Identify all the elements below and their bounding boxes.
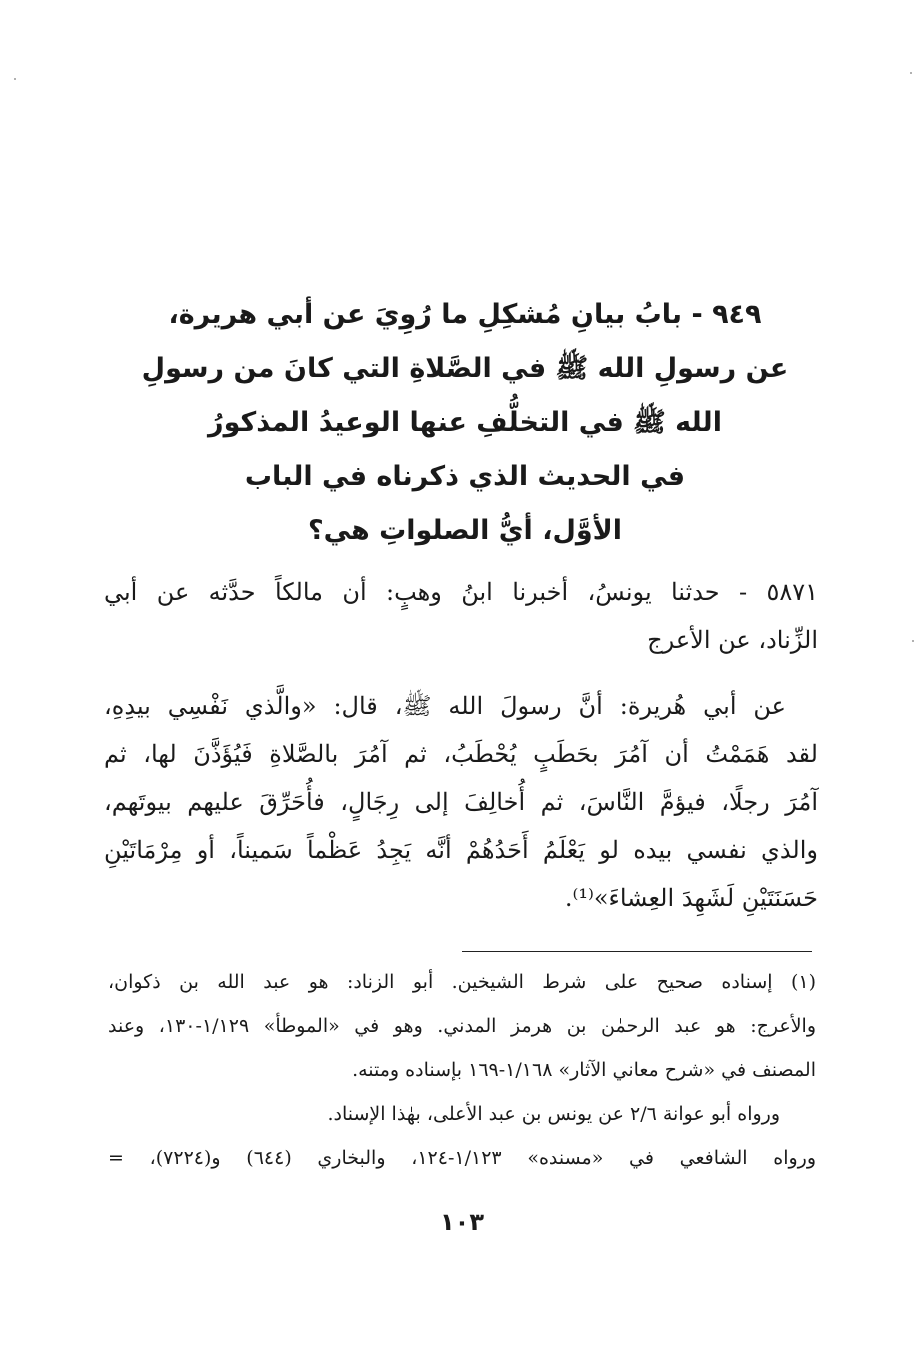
chapter-heading <box>120 288 810 558</box>
heading-line: الله ﷺ في التخلُّفِ عنها الوعيدُ المذكورُ <box>208 407 722 438</box>
footnote-line: المصنف في «شرح معاني الآثار» ١/١٦٨-١٦٩ بإسناده ومتنه. <box>352 1059 816 1081</box>
page-number: ١٠٣ <box>440 1208 484 1236</box>
heading-line: الأوَّل، أيُّ الصلواتِ هي؟ <box>307 515 623 546</box>
matn-line: لقد هَمَمْتُ أن آمُرَ بحَطَبٍ يُحْطَبُ، ثم آمُرَ بالصَّلاةِ فَيُؤَذَّنَ لها، ثم <box>104 740 818 768</box>
footnote-line: (١) إسناده صحيح على شرط الشيخين. أبو الزناد: هو عبد الله بن ذكوان، <box>108 971 816 993</box>
footnote-separator <box>462 951 812 952</box>
scan-speck <box>912 640 914 642</box>
matn-paragraph <box>104 682 818 922</box>
matn-line: حَسَنَتَيْنِ لَشَهِدَ العِشاءَ»⁽¹⁾. <box>564 884 818 912</box>
matn-line: عن أبي هُريرة: أنَّ رسولَ الله ﷺ، قال: «والَّذي نَفْسِي بيدِهِ، <box>104 692 786 720</box>
isnad-line: الزِّناد، عن الأعرج <box>647 626 818 654</box>
footnote-line: ورواه الشافعي في «مسنده» ١/١٢٣-١٢٤، والبخاري (٦٤٤) و(٧٢٢٤)، = <box>108 1147 817 1169</box>
heading-line: عن رسولِ الله ﷺ في الصَّلاةِ التي كانَ من رسولِ <box>141 353 789 384</box>
heading-line: في الحديث الذي ذكرناه في الباب <box>244 461 686 492</box>
footnotes <box>108 960 816 1180</box>
isnad-line: ٥٨٧١ - حدثنا يونسُ، أخبرنا ابنُ وهبٍ: أن مالكاً حدَّثه عن أبي <box>104 578 818 606</box>
matn-line: آمُرَ رجلًا، فيؤمَّ النَّاسَ، ثم أُخالِفَ إلى رِجَالٍ، فأُحَرِّقَ عليهم بيوتَهم، <box>104 788 819 816</box>
scan-speck <box>910 72 912 74</box>
heading-line: ٩٤٩ - بابُ بيانِ مُشكِلِ ما رُوِيَ عن أبي هريرة، <box>168 299 762 330</box>
matn-line: والذي نفسي بيده لو يَعْلَمُ أَحَدُهُمْ أنَّه يَجِدُ عَظْماً سَميناً، أو مِرْمَاتَيْنِ <box>104 836 818 864</box>
isnad-paragraph <box>104 568 818 664</box>
footnote-line: والأعرج: هو عبد الرحمٰن بن هرمز المدني. وهو في «الموطأ» ١/١٢٩-١٣٠، وعند <box>108 1015 816 1037</box>
footnote-line: ورواه أبو عوانة ٢/٦ عن يونس بن عبد الأعلى، بهٰذا الإسناد. <box>327 1103 780 1125</box>
scan-speck <box>14 78 16 80</box>
